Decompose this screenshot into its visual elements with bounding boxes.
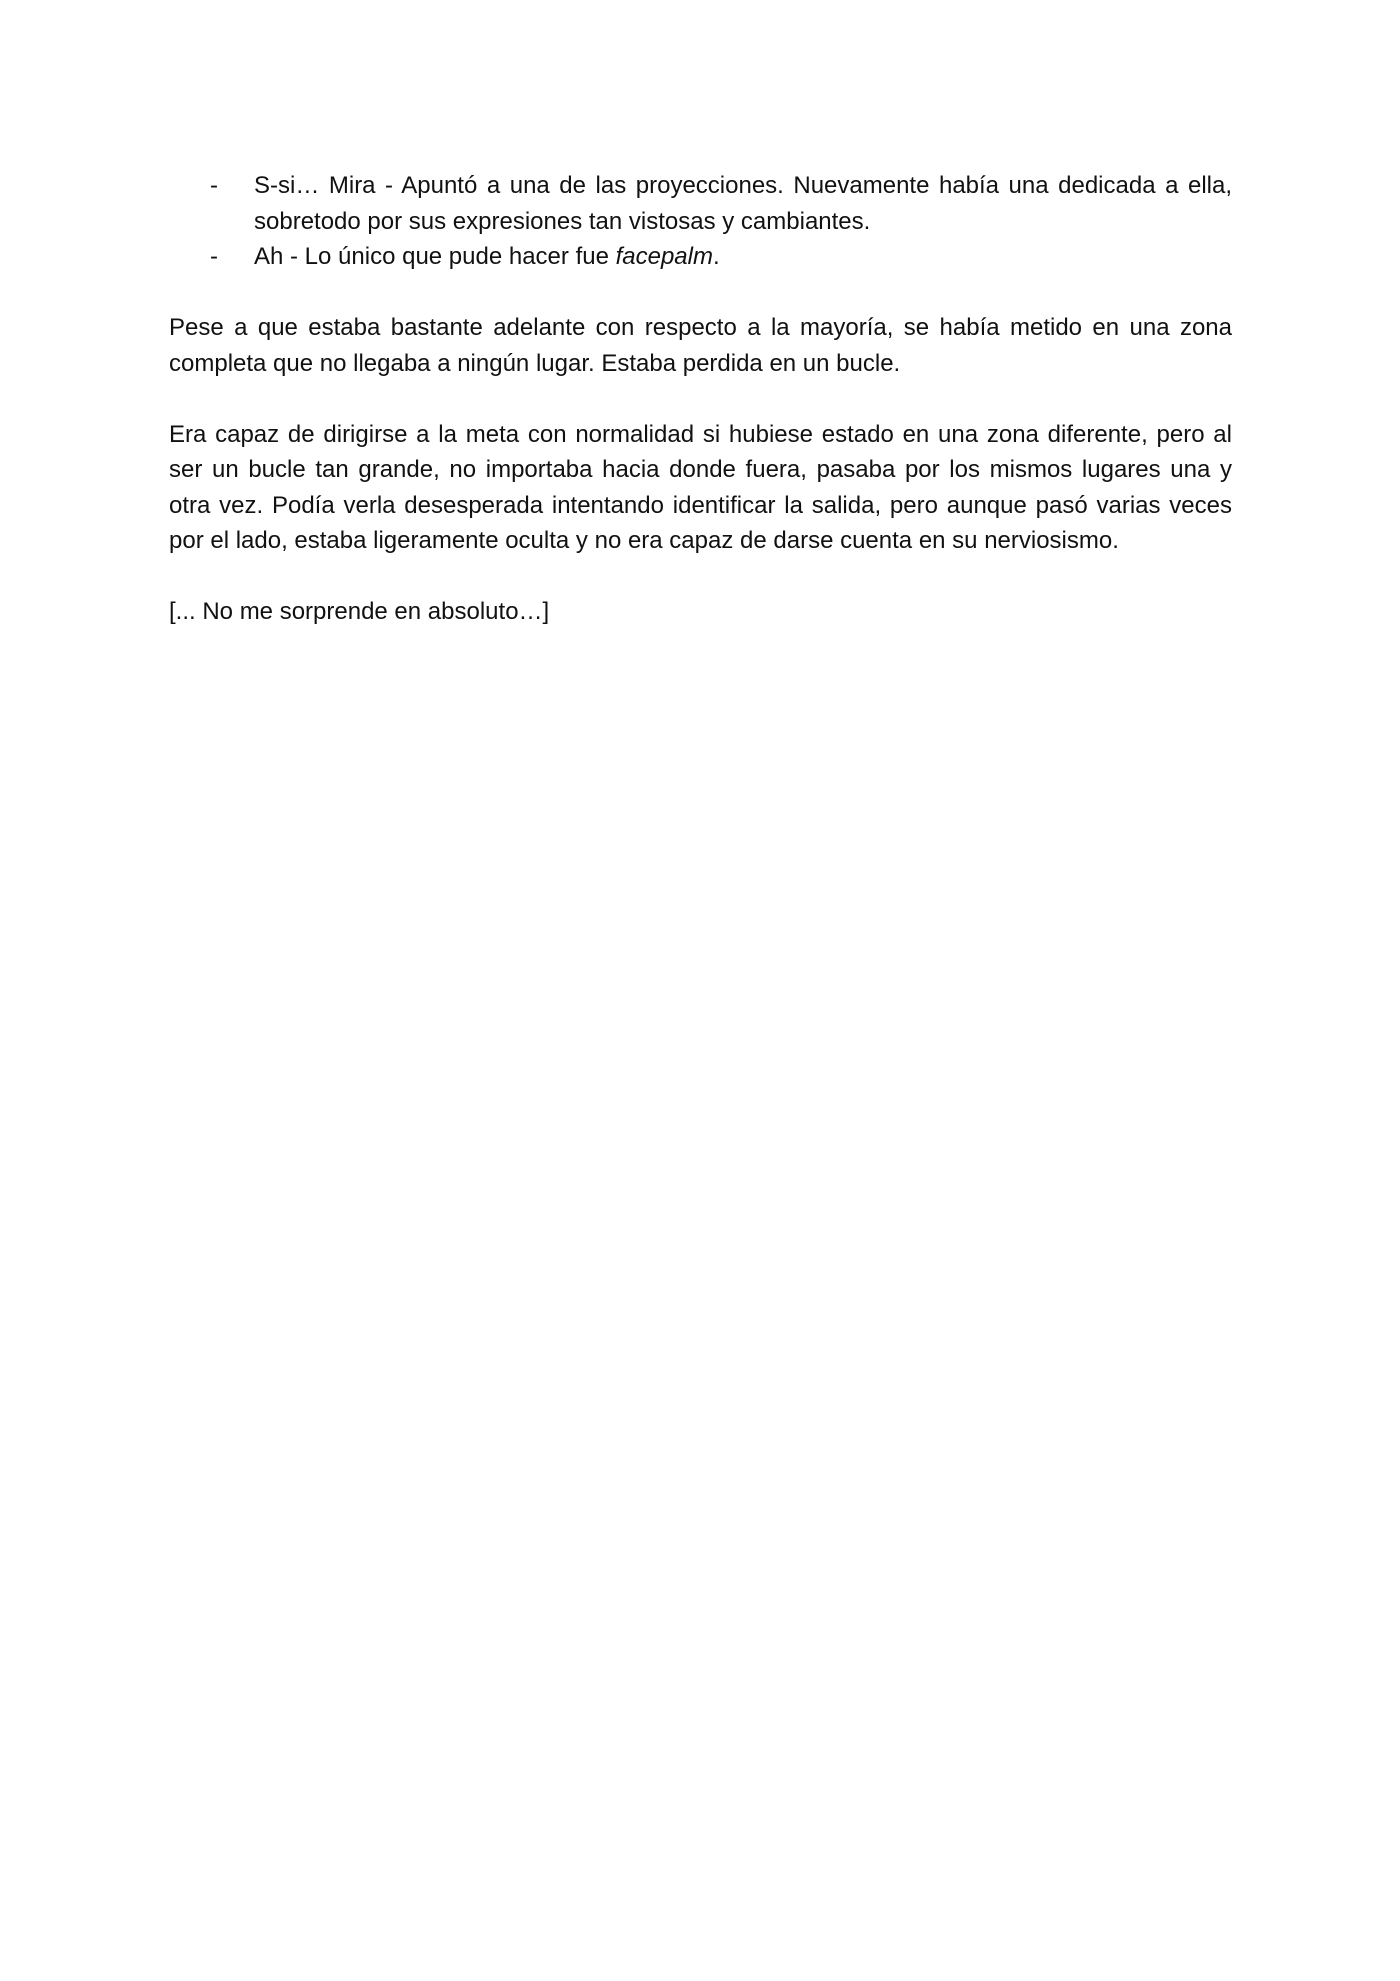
document-body xyxy=(169,168,1232,630)
dialogue-line xyxy=(169,239,1232,275)
dialogue-text: Ah - Lo único que pude hacer fue xyxy=(254,243,616,270)
dialogue-dash: - xyxy=(210,172,218,199)
dialogue-dash: - xyxy=(210,243,218,270)
paragraph: [... No me sorprende en absoluto…] xyxy=(169,598,550,625)
paragraph: Pese a que estaba bastante adelante con respecto a la mayoría, se había metido en una zona completa que no llegaba a ningún lugar. Estaba perdida en un bucle. xyxy=(169,314,1232,377)
dialogue-italic-word: facepalm xyxy=(615,243,713,270)
dialogue-list xyxy=(169,168,1232,275)
dialogue-text: S-si… Mira - Apuntó a una de las proyecciones. Nuevamente había una dedicada a ella, sobretodo por sus expresiones tan vistosas y cambiantes. xyxy=(254,172,1232,235)
paragraph: Era capaz de dirigirse a la meta con normalidad si hubiese estado en una zona diferente, pero al ser un bucle tan grande, no importaba hacia donde fuera, pasaba por los mismos lugares una y otra vez. Podía verla desesperada intentando identificar la salida, pero aunque pasó varias veces por el lado, estaba ligeramente oculta y no era capaz de darse cuenta en su nerviosismo. xyxy=(169,420,1232,554)
dialogue-line xyxy=(169,168,1232,239)
dialogue-text-end: . xyxy=(712,243,720,270)
